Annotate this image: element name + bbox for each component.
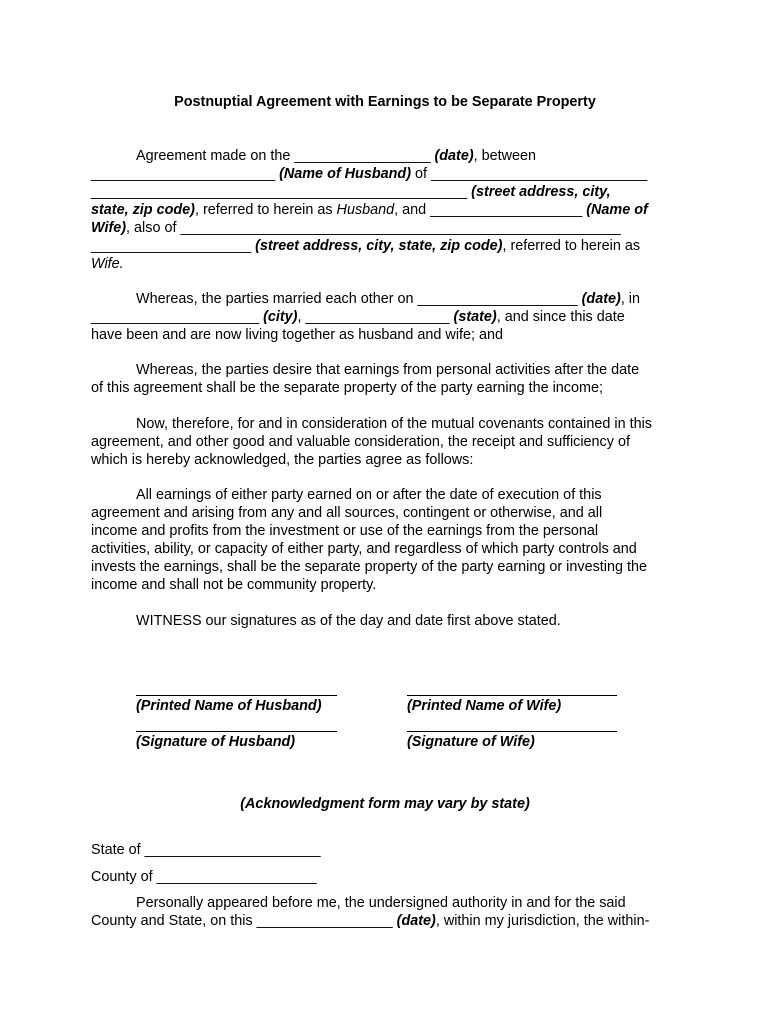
acknowledgment-note: (Acknowledgment form may vary by state) — [240, 796, 530, 812]
p5-line-2: agreement and arising from any and all sources, contingent or otherwise, and all — [91, 505, 603, 521]
p1-line-6: ____________________ (street address, city, state, zip code), referred to herein as — [91, 238, 641, 254]
p2-line-2: _____________________ (city), __________________ (state), and since this date — [91, 309, 625, 325]
witness-statement: WITNESS our signatures as of the day and date first above stated. — [136, 613, 561, 629]
p5-line-6: income and shall not be community property. — [91, 577, 377, 593]
p2-line-3: have been and are now living together as husband and wife; and — [91, 327, 504, 343]
state-of-line: State of ______________________ — [91, 842, 321, 858]
p3-line-1: Whereas, the parties desire that earnings from personal activities after the date — [136, 362, 640, 378]
p6-line-2: County and State, on this _________________ (date), within my jurisdiction, the within- — [91, 913, 650, 929]
p1-line-1: Agreement made on the _________________ (date), between — [136, 148, 537, 164]
p1-line-7: Wife. — [91, 256, 124, 272]
p1-line-3: _______________________________________________ (street address, city, — [91, 184, 611, 200]
p1-line-2: _______________________ (Name of Husband) of ___________________________ — [91, 166, 648, 182]
county-of-line: County of ____________________ — [91, 869, 317, 885]
printed-husband-line — [136, 695, 337, 696]
p6-line-1: Personally appeared before me, the undersigned authority in and for the said — [136, 895, 626, 911]
p4-line-3: which is hereby acknowledged, the parties agree as follows: — [91, 452, 474, 468]
printed-husband-label: (Printed Name of Husband) — [136, 698, 322, 714]
p5-line-5: invests the earnings, shall be the separate property of the party earning or investing the — [91, 559, 647, 575]
p4-line-1: Now, therefore, for and in consideration of the mutual covenants contained in this — [136, 416, 652, 432]
document-title: Postnuptial Agreement with Earnings to be Separate Property — [174, 94, 596, 110]
printed-wife-label: (Printed Name of Wife) — [407, 698, 562, 714]
p1-line-4: state, zip code), referred to herein as Husband, and ___________________ (Name of — [91, 202, 648, 218]
p5-line-1: All earnings of either party earned on or after the date of execution of this — [136, 487, 602, 503]
signature-wife-line — [407, 731, 617, 732]
p2-line-1: Whereas, the parties married each other on ____________________ (date), in — [136, 291, 641, 307]
signature-wife-label: (Signature of Wife) — [407, 734, 535, 750]
p5-line-3: income and profits from the investment or use of the earnings from the personal — [91, 523, 599, 539]
p4-line-2: agreement, and other good and valuable consideration, the receipt and sufficiency of — [91, 434, 630, 450]
signature-husband-line — [136, 731, 337, 732]
p3-line-2: of this agreement shall be the separate property of the party earning the income; — [91, 380, 603, 396]
signature-husband-label: (Signature of Husband) — [136, 734, 296, 750]
printed-wife-line — [407, 695, 617, 696]
p5-line-4: activities, ability, or capacity of either party, and regardless of which party controls and — [91, 541, 637, 557]
p1-line-5: Wife), also of _______________________________________________________ — [91, 220, 621, 236]
